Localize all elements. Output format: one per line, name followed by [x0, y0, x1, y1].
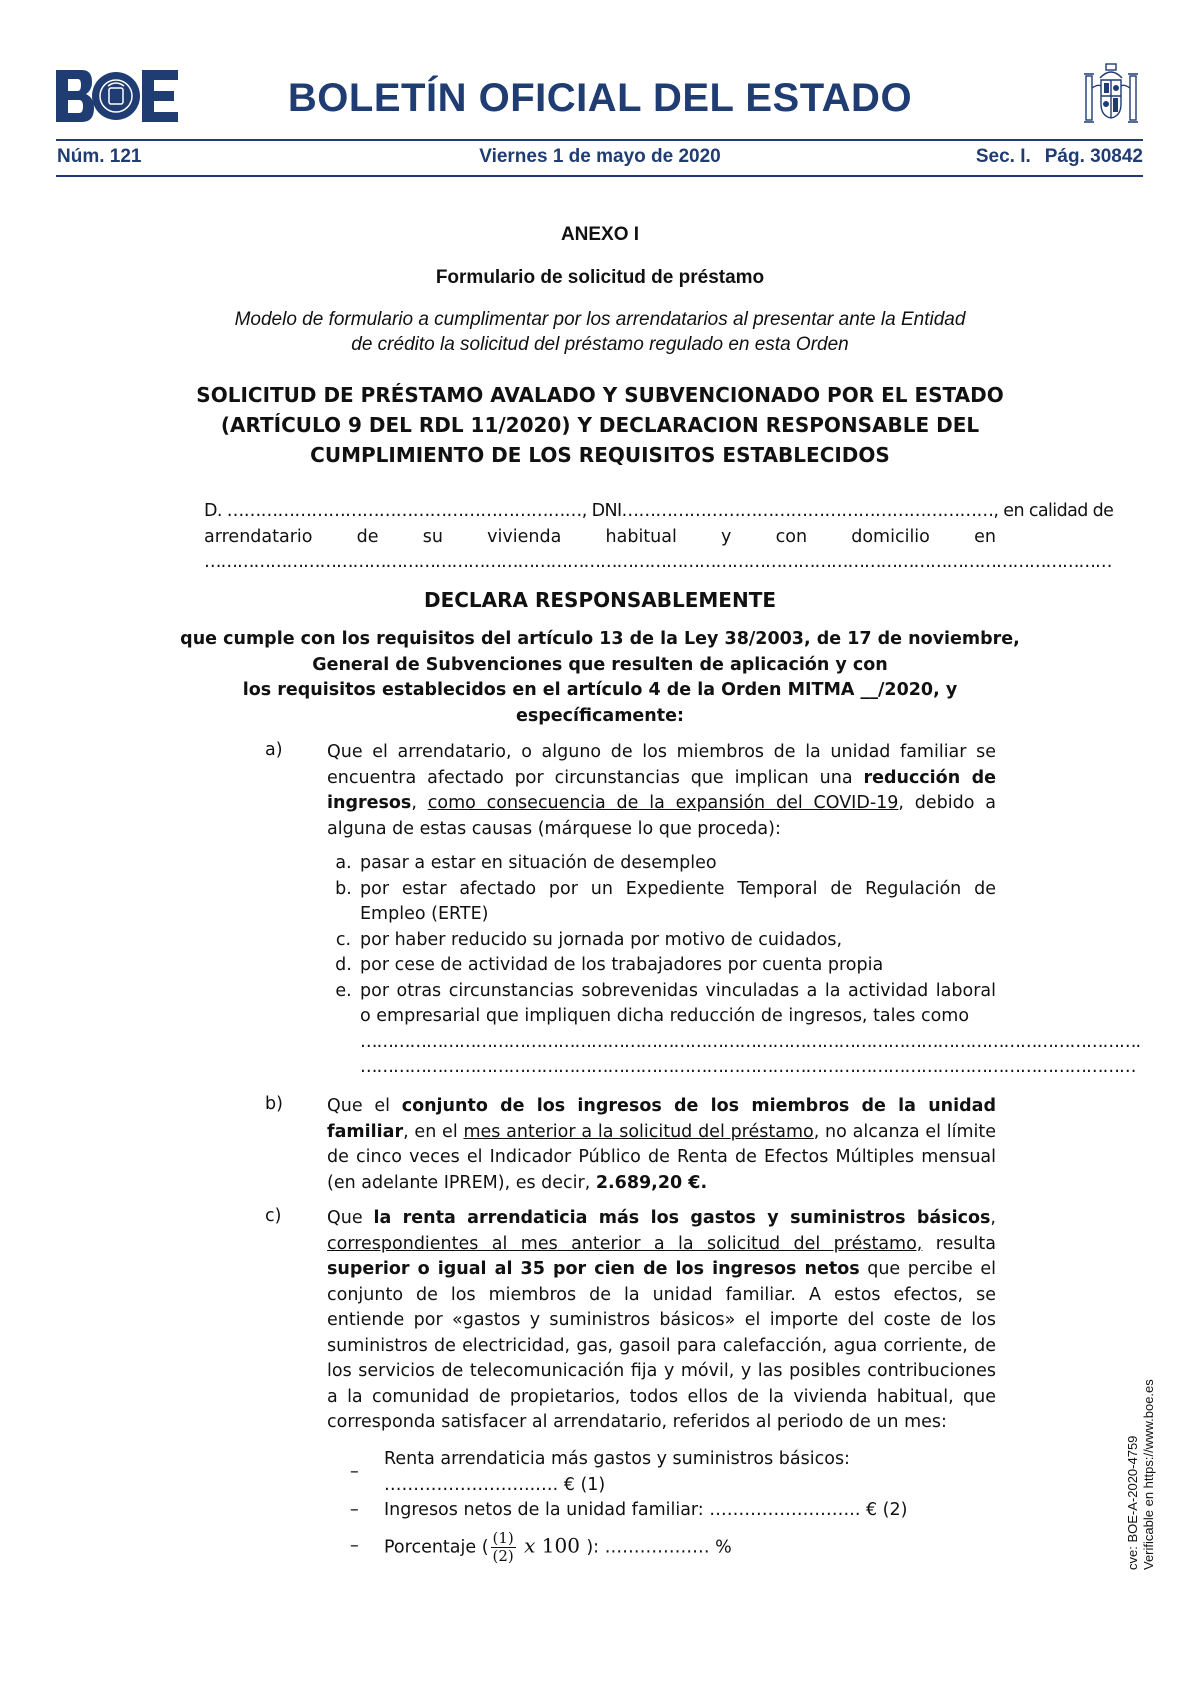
calc-line-income[interactable] [350, 1498, 996, 1524]
text: , en el [403, 1121, 464, 1142]
option-item[interactable] [327, 877, 996, 928]
applicant-name-dni-field[interactable]: D. ………………………………………………………, DNI…………………………………………………………, en calidad de [204, 501, 1114, 521]
dash: – [350, 1500, 359, 1520]
item-a-options [327, 851, 1141, 1081]
item-c-calculation [350, 1447, 996, 1565]
verify-url[interactable]: Verificable en https://www.boe.es [1141, 1379, 1156, 1570]
option-letter: a. [335, 853, 352, 873]
option-text: por cese de actividad de los trabajadores por cuenta propia [360, 955, 884, 975]
word: arrendatario [204, 526, 313, 547]
document-heading [180, 380, 1020, 470]
text: , debido a alguna de estas causas (márquese lo que proceda): [327, 793, 996, 839]
underlined-text: correspondientes al mes anterior a la solicitud del préstamo, [327, 1233, 923, 1254]
item-b-text [327, 1094, 996, 1196]
text: Que el [327, 1096, 402, 1116]
issue-number: Núm. 121 [57, 146, 142, 167]
calc-line-percentage[interactable] [350, 1530, 996, 1565]
item-a-label: a) [265, 740, 283, 760]
word: de [356, 526, 379, 547]
item-c-label: c) [265, 1206, 282, 1226]
bold-text: reducción de ingresos [327, 767, 996, 813]
coat-of-arms-icon [1078, 60, 1144, 128]
heading-line: (ARTÍCULO 9 DEL RDL 11/2020) Y DECLARACION RESPONSABLE DEL [220, 413, 980, 437]
option-text: pasar a estar en situación de desempleo [360, 853, 717, 873]
form-subtitle [200, 307, 1000, 357]
option-item[interactable] [327, 928, 996, 954]
cve-code: cve: BOE-A-2020-4759 [1125, 1435, 1140, 1570]
bold-text: superior o igual al 35 por cien de los ingresos netos [327, 1259, 860, 1279]
page-title: BOLETÍN OFICIAL DEL ESTADO [287, 76, 913, 120]
header-rule-bottom [56, 175, 1143, 177]
text: que percibe el conjunto de los miembros de la unidad familiar. A estos efectos, se entiende por «gastos y suministros básicos» el importe del coste de los suministros de electricidad, gas, gasoil para calefacción, agua corriente, de los servicios de telecomunicación fija y móvil, y las posibles contribuciones a la comunidad de propietarios, todos ellos de la vivienda habitual, que corresponda satisfacer al arrendatario, referidos al periodo de un mes: [327, 1259, 997, 1432]
calc-text: Porcentaje ( [384, 1537, 489, 1557]
boe-logo [56, 70, 178, 122]
word: habitual [605, 526, 677, 547]
form-title: Formulario de solicitud de préstamo [435, 267, 765, 288]
text: Que [327, 1208, 374, 1228]
declaration-line: los requisitos establecidos en el artículo 4 de la Orden MITMA __/2020, y [242, 680, 958, 700]
bold-text: la renta arrendaticia más los gastos y suministros básicos [373, 1208, 991, 1228]
fraction-denominator: (2) [492, 1546, 514, 1565]
address-field[interactable]: ………………………………………………………………………………………………………………………………………………… [204, 552, 1112, 572]
declaration-line: General de Subvenciones que resulten de aplicación y con [312, 654, 888, 675]
item-c-text [327, 1206, 996, 1436]
math-100: 100 [541, 1533, 580, 1557]
issue-date: Viernes 1 de mayo de 2020 [479, 146, 721, 167]
option-letter: d. [335, 955, 352, 975]
option-item[interactable] [327, 953, 996, 979]
word: con [775, 526, 808, 547]
dotted-field[interactable]: …………………………………………………………………………………………………………………………… [360, 1057, 1136, 1077]
header-rule-top [56, 139, 1143, 141]
declaration-line: específicamente: [515, 705, 684, 726]
option-item[interactable] [327, 979, 996, 1030]
dash: – [350, 1536, 359, 1557]
option-text: por haber reducido su jornada por motivo de cuidados, [360, 929, 843, 950]
text: Que el arrendatario, o alguno de los miembros de la unidad familiar se encuentra afectado por circunstancias que implican una [327, 742, 996, 788]
subtitle-line: Modelo de formulario a cumplimentar por los arrendatarios al presentar ante la Entidad [234, 309, 966, 330]
applicant-block [204, 499, 1114, 576]
dotted-field[interactable]: ……………………………………………………………………………………………………………………………. [360, 1031, 1141, 1052]
option-text: por otras circunstancias sobrevenidas vinculadas a la actividad laboral o empresarial que impliquen dicha reducción de ingresos, tales como [360, 980, 996, 1026]
word: vivienda [487, 526, 562, 547]
page-number: Pág. 30842 [1044, 146, 1143, 167]
word: domicilio [851, 526, 930, 547]
fraction-numerator: (1) [492, 1528, 514, 1547]
underlined-text: mes anterior a la solicitud del préstamo [463, 1121, 814, 1142]
item-a-text [327, 740, 996, 842]
item-b-label: b) [265, 1094, 283, 1114]
annex-label: ANEXO I [560, 224, 640, 245]
option-letter: e. [335, 980, 352, 1001]
calc-line-rent[interactable] [350, 1447, 996, 1498]
text: , [990, 1208, 996, 1228]
text: , [411, 793, 428, 813]
word: en [974, 526, 996, 547]
word: y [721, 526, 732, 547]
bold-text: 2.689,20 €. [595, 1172, 708, 1193]
section-label: Sec. I. [975, 146, 1031, 167]
math-x: x [524, 1533, 536, 1557]
bold-text: conjunto de los ingresos de los miembros de la unidad familiar [327, 1096, 996, 1142]
heading-line: SOLICITUD DE PRÉSTAMO AVALADO Y SUBVENCIONADO POR EL ESTADO [196, 383, 1004, 407]
fraction [491, 1530, 516, 1565]
declaration-line: que cumple con los requisitos del artículo 13 de la Ley 38/2003, de 17 de noviembre, [180, 629, 1020, 649]
dash: – [350, 1461, 359, 1482]
declaration-title: DECLARA RESPONSABLEMENTE [423, 588, 776, 612]
option-letter: b. [335, 878, 352, 899]
option-dots[interactable] [327, 1055, 1136, 1081]
calc-text: Renta arrendaticia más gastos y suministros básicos: ……………………..…. € (1) [384, 1449, 850, 1495]
calc-text: ): ……………… % [586, 1537, 732, 1557]
declaration-subtitle [180, 627, 1020, 729]
applicant-line-2 [204, 525, 996, 551]
underlined-text: como consecuencia de la expansión del COVID-19 [427, 793, 899, 813]
word: su [422, 526, 443, 547]
text: resulta [922, 1233, 997, 1254]
math-expression [518, 1533, 587, 1557]
option-dots[interactable] [327, 1030, 1141, 1056]
option-text: por estar afectado por un Expediente Temporal de Regulación de Empleo (ERTE) [360, 878, 996, 924]
subtitle-line: de crédito la solicitud del préstamo regulado en esta Orden [351, 334, 849, 355]
option-letter: c. [335, 929, 352, 950]
text: , no alcanza el límite de cinco veces el Indicador Público de Renta de Efectos Múltiples mensual (en adelante IPREM), es decir, [327, 1121, 996, 1193]
heading-line: CUMPLIMIENTO DE LOS REQUISITOS ESTABLECIDOS [310, 443, 890, 467]
section-page [962, 146, 1143, 168]
option-item[interactable] [327, 851, 996, 877]
verification-side-text [1125, 1379, 1157, 1570]
calc-text: Ingresos netos de la unidad familiar: …………………….. € (2) [384, 1500, 908, 1520]
